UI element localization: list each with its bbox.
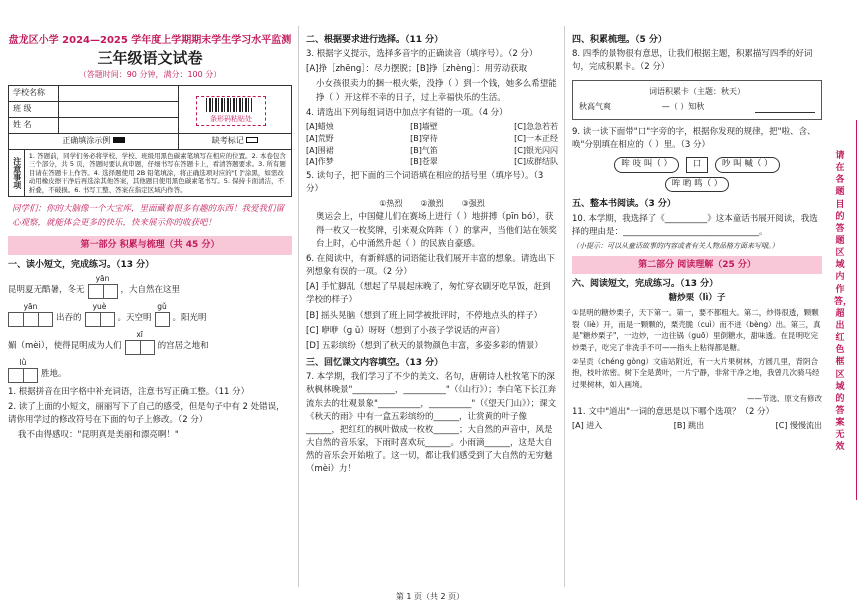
question-10-hint: （小提示：可以从童话故事的内容或者有关人物品格方面来写哦。） [572,241,779,250]
question-4-options [306,122,558,168]
option[interactable]: [C]急急若若 [514,122,558,131]
char-group[interactable]: 哞 哟 鸣（ ） [665,177,730,192]
part2-banner: 第二部分 阅读理解（25 分） [572,256,822,274]
section-3-title: 三、回忆课文内容填空。（13 分） [306,358,444,369]
question-5-words [306,199,558,210]
question-4-row [306,134,558,145]
section-5-title: 五、整本书阅读。（3 分） [572,199,676,210]
passage-text: ，大自然在这里 [120,284,181,295]
option[interactable]: [C]成群结队 [514,157,558,167]
vocab-card-left: 秋高气爽 [579,102,611,112]
option[interactable]: [B]苍翠 [410,157,438,167]
pinyin: yān [95,273,110,283]
question-1: 1. 根据拼音在田字格中补充词语，注意书写正确工整。（11 分） [8,386,250,397]
option-a[interactable]: [A] 进入 [572,421,603,431]
question-2: 2. 读了上面的小短文，丽丽写下了自己的感受，但是句子中有 2 处错误，请你用学过的修改符号在下面的句子上修改。（2 分） [8,401,285,426]
pinyin: yuè [92,301,107,311]
vocab-card [572,80,822,120]
answer-region-border [856,120,860,500]
school-header: 盘龙区小学 2024—2025 学年度上学期期末学生学习水平监测 [8,35,292,46]
passage-para-1: ①昆明的糖炒栗子，天下第一。第一，要不都粗大。第二，炒得很透，颗颗裂（liè）开，而是一颗颗的，栗壳脆（cuì）而不迸（bèng）出。第三，真是"糖炒栗子"，一边炒，一边往锅（guō）里倒糖水，甜味透。在昆明吃完炒栗子，吃完了非洗手不可——指头上粘得都是糖。 [572,308,821,353]
absent-label: 缺考标记 [211,136,244,146]
question-4-row [306,122,558,133]
passage-line-2 [8,302,292,327]
part1-banner: 第一部分 积累与梳理（共 45 分） [8,236,292,254]
char-group[interactable]: 哞 吱 叫（ ） [614,157,679,172]
option[interactable]: [B]墙壁 [410,122,438,131]
exam-title: 三年级语文试卷 [97,49,203,67]
option[interactable]: [A]荒野 [306,133,334,143]
section-6-title: 六、阅读短文，完成练习。（13 分） [572,278,719,289]
question-6-option-c[interactable]: [C] 咿咿（ɡ ǔ）呀呀（想到了小孩子学说话的声音） [306,325,505,336]
page-footer: 第 1 页（共 2 页） [395,592,465,602]
passage-para-2: ②呈贡（chéng gòng）文庙站附近，有一大片果树林，方圆几里，背阴合抱，枝叶浓密。树下全是黄叶，一片宁静，非常干净之地，我曾几次骑马经过果树林，如入画境。 [572,356,820,389]
section-1-title: 一、读小短文，完成练习。（13 分） [8,259,155,270]
question-7[interactable]: 7. 本学期，我们学习了不少的美文、名句，唐朝诗人杜牧笔下的深秋枫林晚景"__________，__________"（《山行》）；李白笔下长江奔流东去的壮观景象"__________，__________"（《望天门山》）；课文《秋天的雨》中有一盒五彩缤纷的______，让赏黄的叶子像______，把红红的枫叶做成一枚枚______；大自然的声音中，风是大自然的音乐家，下雨时喜欢玩______。小雨滴______，这是大自然的音乐会开始啦了。这一切，都让我们感受到了大自然的无穷魅（mèi）力！ [306,372,557,475]
question-4-row [306,157,558,168]
option-b[interactable]: [B] 跳出 [673,421,705,431]
pinyin-box[interactable] [85,302,115,327]
passage-text: 胜地。 [41,368,67,379]
pinyin-box[interactable] [8,358,38,383]
question-5-text[interactable]: 奥运会上，中国健儿们在赛场上进行（ ）地拼搏（pīn bó），获得一枚又一枚奖牌，引来观众阵阵（ ）的掌声，当他们站在领奖台上时，心中涌然升起（ ）的民族自豪感。 [316,212,557,249]
passage-source: ——节选、原文有修改 [747,393,822,403]
question-9: 9. 读一读下面带"口"字旁的字，根据你发现的规律，把"啦、含、唤"分别填在相应的（ ）里。（3 分） [572,127,816,151]
question-9-diagram [572,155,822,194]
pinyin-box[interactable] [155,302,170,327]
question-4-row [306,146,558,157]
school-name-field[interactable] [59,86,179,102]
name-field[interactable] [59,118,179,134]
vocab-card-blank[interactable] [755,102,815,113]
passage-text: 昆明夏无酷暑，冬无 [8,284,85,295]
divider [298,26,299,587]
pinyin: xī [136,329,143,339]
question-11-options [572,421,822,432]
barcode-placeholder: 条形码粘贴处 [196,96,266,126]
pinyin-box[interactable] [125,330,155,355]
option[interactable]: [C]一本正经 [514,133,558,143]
section-2-title: 二、根据要求进行选择。（11 分） [306,35,444,45]
question-4: 4. 请选出下列每组词语中加点字有错的一项。（4 分） [306,107,508,118]
char-group[interactable]: 吵 叫 喊（ ） [715,157,780,172]
passage-text: 出吞的 [56,312,82,323]
option[interactable]: [A]蜡烛 [306,122,334,131]
question-6-option-d[interactable]: [D] 五彩缤纷（想到了秋天的景物颜色丰富，多姿多彩的情景） [306,340,543,351]
pinyin-box[interactable] [88,274,118,299]
option[interactable]: [C]银光闪闪 [514,145,558,155]
section-4-title: 四、积累梳理。（5 分） [572,35,667,45]
side-warning: 请在各题目的答题区域内作答，超出红色框区域的答案无效 [834,151,853,453]
passage-title: 糖炒栗（lì）子 [668,292,726,303]
char-radical: 口 [686,157,709,172]
question-8: 8. 四季的景物很有意思，让我们根据主题，积累描写四季的好词句，完成积累卡。（2 分） [572,49,813,73]
divider [564,26,565,587]
exam-subtitle: （答题时间：90 分钟，满分：100 分） [78,70,222,80]
option[interactable]: [A]作梦 [306,157,334,167]
question-3: 3. 根据字义提示，选择多音字的正确读音（填序号）。（2 分） [306,49,538,60]
school-name-label: 学校名称 [9,86,59,102]
question-3-options: [A]挣［zhēng］：尽力摆脱；[B]挣［zhèng］：用劳动获取 [306,64,528,75]
question-6-option-b[interactable]: [B] 摇头晃脑（想到了班上同学被批评时，不停地点头的样子） [306,310,543,321]
column-2 [306,30,558,587]
word-option: ③强烈 [461,198,485,208]
pinyin: lǜ [19,357,27,367]
question-2-sentence[interactable]: 我不由得感叹："昆明真是美丽和漂亮啊！" [18,430,179,441]
notes-text: 1. 答题前，同学们务必将学校、学校、班级用黑色碳素笔填写在相应的位置。2. 本卷包含三个部分，共 5 页，答题时要认真审题，仔细书写在答题卡上，看清答题要求。3. 所有题目请在答题卡上作答。4. 选择题使用 2B 铅笔填涂，将正确选项对应的"[ ]"涂黑，如需改动用橡皮擦干净后再选涂其他答案，其他题目使用黑色碳素笔书写。5. 保持卡面清洁，不折叠，不破损。6. 书写工整、答案在指定区域内作答。 [28,152,286,194]
question-6: 6. 在阅读中，有新鲜感的词语能让我们展开丰富的想象。请选出下列想象有误的一项。（2 分） [306,253,555,278]
question-5: 5. 读句子，把下面的三个词语填在相应的括号里（填序号）。（3 分） [306,171,544,195]
question-6-option-a[interactable]: [A] 手忙脚乱（想起了早晨起床晚了，匆忙穿衣刷牙吃早饭，赶到学校的样子） [306,282,551,306]
option[interactable]: [B]气笛 [410,145,438,155]
option-c[interactable]: [C] 慢慢流出 [775,421,822,431]
class-label: 班 级 [9,102,59,118]
notes-box [8,150,292,197]
passage-text: 的宫居之地和 [157,340,209,351]
option[interactable]: [B]穿待 [410,133,438,143]
passage-line-1 [8,274,292,299]
class-field[interactable] [59,102,179,118]
absent-checkbox[interactable] [246,137,258,143]
pinyin: yān [23,301,38,311]
word-option: ①热烈 [379,198,403,208]
name-label: 姓 名 [9,118,59,134]
word-option: ②激烈 [420,198,444,208]
passage-text: 。阳光明 [172,312,207,323]
fill-sample-mark [113,137,125,143]
greeting-text: 同学们：你的大脑像一个大宝库，里面藏着很多有趣的东西！我爱我们留心观察，就能体会更多的快乐，快来展示你的收获吧！ [12,204,285,228]
column-3 [572,30,822,587]
pinyin-box[interactable] [8,302,53,327]
passage-text: 媚（mèi），使得昆明成为人们 [8,340,122,351]
question-3-text[interactable]: 小女孩很卖力的捆一根火柴，没挣（ ）到一个钱，她多么希望能挣（ ）开这样不幸的日子，过上幸福快乐的生活。 [316,79,557,103]
question-10[interactable]: 10. 本学期，我选择了《__________》这本童话书展开阅读，我选择的理由是：________________________________。 [572,213,818,237]
passage-line-4 [8,358,292,383]
option[interactable]: [A]围裙 [306,145,334,155]
pinyin: gǔ [157,301,167,311]
fill-sample-label: 正确填涂示例 [62,136,111,146]
question-11: 11. 文中"道出"一词的意思是以下哪个选项？（2 分） [572,407,775,418]
notes-label: 注意事项 [9,150,25,196]
passage-line-3 [8,330,292,355]
vocab-card-mid[interactable]: —（ ）知秋 [661,102,705,112]
passage-text: 。天空明 [117,312,152,323]
vocab-card-title: 词语积累卡（主题：秋天） [649,87,745,97]
barcode-icon [206,98,252,112]
